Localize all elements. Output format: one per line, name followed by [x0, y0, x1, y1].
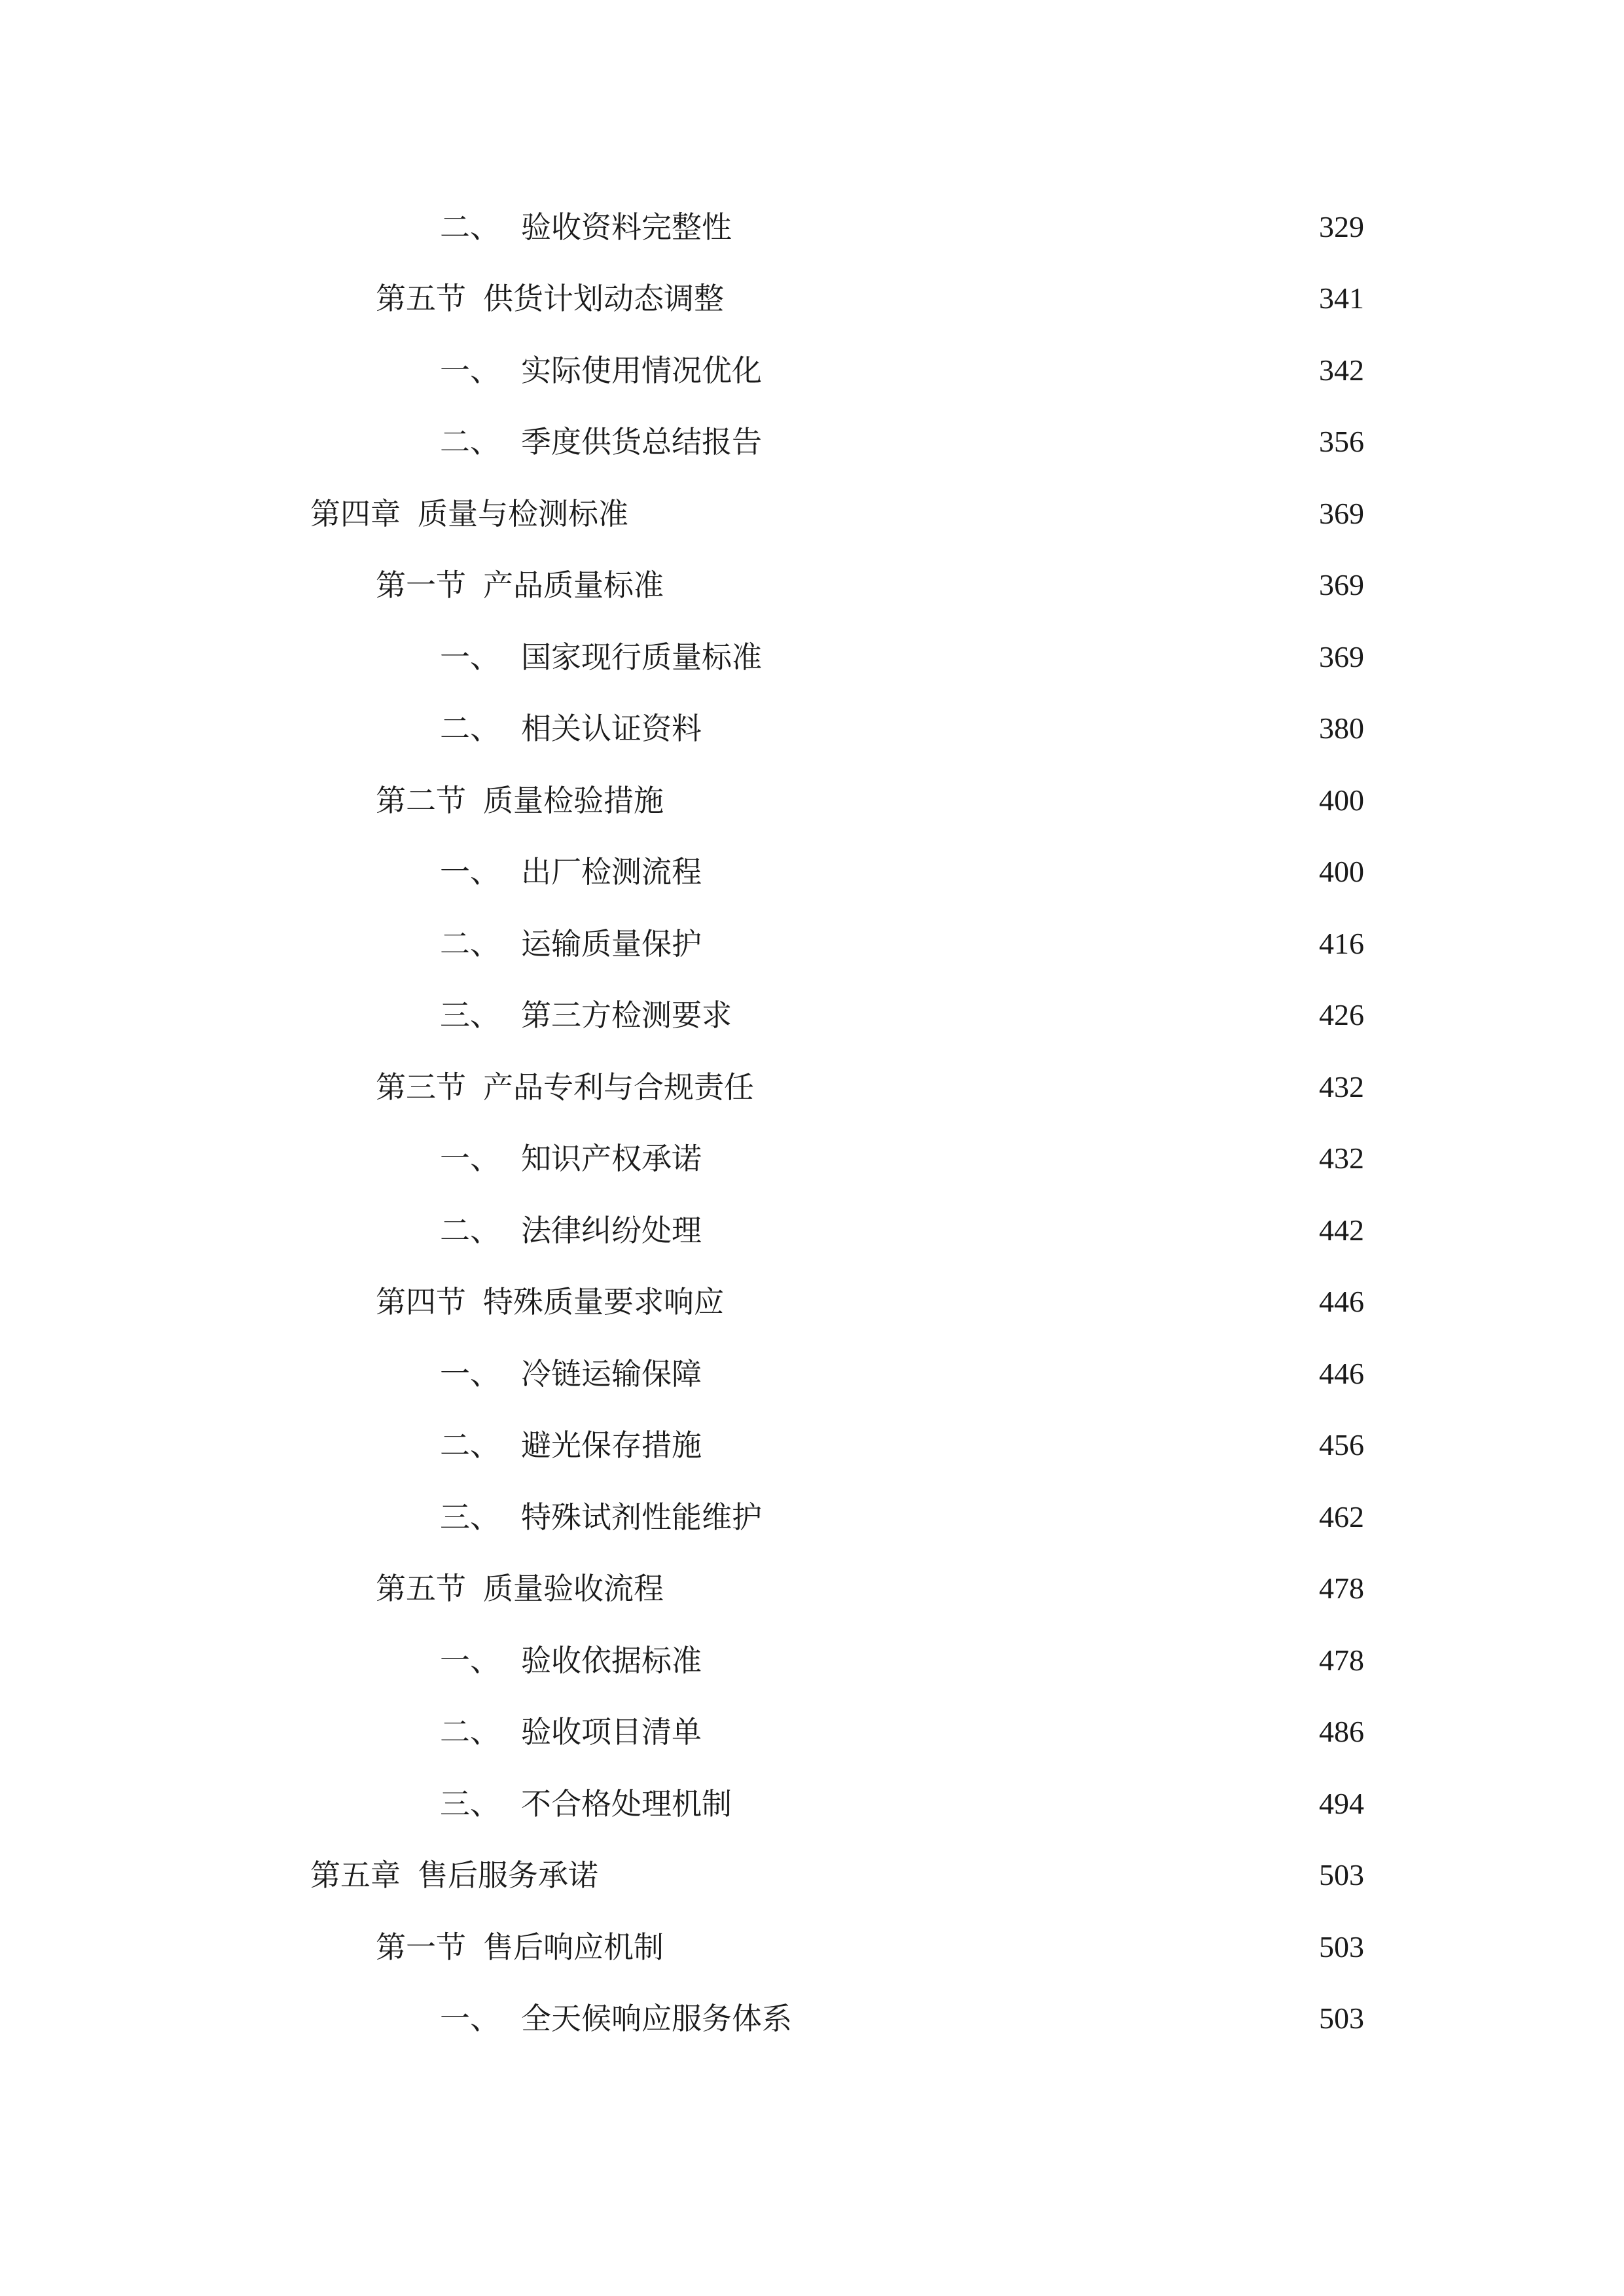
toc-entry-prefix: 三、	[440, 997, 500, 1033]
toc-entry-page-number: 446	[1319, 1285, 1364, 1319]
toc-entry-page-number: 446	[1319, 1356, 1364, 1390]
toc-entry-title: 法律纠纷处理	[521, 1212, 702, 1248]
toc-entry-title: 质量与检测标准	[418, 495, 628, 531]
toc-entry-page-number: 400	[1319, 783, 1364, 817]
toc-entry-prefix: 三、	[440, 1499, 500, 1535]
toc-entry-prefix: 一、	[440, 1141, 500, 1177]
toc-entry-prefix: 一、	[440, 1642, 500, 1678]
toc-entry[interactable]	[0, 836, 1624, 908]
toc-entry-label	[440, 1714, 702, 1750]
toc-entry-prefix: 第四章	[310, 495, 401, 531]
toc-dot-leader	[801, 2003, 1296, 2034]
toc-entry-label	[440, 424, 762, 460]
toc-entry[interactable]	[0, 550, 1624, 622]
toc-entry-label	[440, 711, 702, 747]
toc-entry-page-number: 503	[1319, 1858, 1364, 1892]
toc-entry-label	[440, 209, 732, 245]
toc-entry-prefix: 二、	[440, 209, 500, 245]
toc-dot-leader	[607, 1860, 1296, 1890]
toc-entry-prefix: 第一节	[376, 1929, 466, 1965]
toc-dot-leader	[771, 355, 1296, 386]
toc-entry[interactable]	[0, 1410, 1624, 1482]
table-of-contents	[0, 191, 1624, 2054]
toc-entry[interactable]	[0, 908, 1624, 980]
toc-entry-page-number: 503	[1319, 2001, 1364, 2036]
toc-entry-label	[440, 1355, 702, 1391]
toc-entry-prefix: 二、	[440, 711, 500, 747]
toc-dot-leader	[711, 857, 1296, 887]
toc-entry-title: 特殊试剂性能维护	[521, 1499, 762, 1535]
toc-entry[interactable]	[0, 191, 1624, 263]
toc-dot-leader	[711, 1645, 1296, 1676]
toc-entry-title: 产品专利与合规责任	[483, 1069, 754, 1105]
toc-entry-title: 特殊质量要求响应	[483, 1284, 724, 1320]
toc-entry-title: 避光保存措施	[521, 1427, 702, 1463]
toc-entry-title: 质量验收流程	[483, 1571, 664, 1607]
toc-entry-label	[440, 639, 762, 675]
toc-entry-prefix: 一、	[440, 639, 500, 675]
toc-entry-label	[440, 1785, 732, 1821]
toc-dot-leader	[771, 1502, 1296, 1532]
toc-entry-label	[310, 495, 628, 531]
toc-entry-prefix: 第五章	[310, 1857, 401, 1893]
toc-entry[interactable]	[0, 263, 1624, 335]
toc-entry-page-number: 369	[1319, 568, 1364, 602]
toc-entry-title: 不合格处理机制	[521, 1785, 732, 1821]
toc-entry[interactable]	[0, 764, 1624, 836]
toc-entry-title: 第三方检测要求	[521, 997, 732, 1033]
toc-entry-title: 季度供货总结报告	[521, 424, 762, 460]
toc-entry-label	[376, 1069, 754, 1105]
toc-entry-label	[440, 1427, 702, 1463]
toc-entry-page-number: 369	[1319, 496, 1364, 530]
toc-entry-page-number: 329	[1319, 209, 1364, 243]
toc-entry-prefix: 第五节	[376, 1571, 466, 1607]
toc-entry[interactable]	[0, 1481, 1624, 1553]
toc-entry[interactable]	[0, 1768, 1624, 1840]
toc-entry-prefix: 一、	[440, 1355, 500, 1391]
toc-entry[interactable]	[0, 1840, 1624, 1912]
toc-entry-prefix: 二、	[440, 1212, 500, 1248]
toc-entry-page-number: 442	[1319, 1213, 1364, 1247]
toc-entry-page-number: 494	[1319, 1786, 1364, 1820]
toc-dot-leader	[711, 1143, 1296, 1174]
toc-entry-title: 冷链运输保障	[521, 1355, 702, 1391]
toc-dot-leader	[673, 1573, 1296, 1604]
toc-dot-leader	[741, 212, 1296, 242]
toc-entry-label	[376, 281, 724, 317]
toc-dot-leader	[673, 785, 1296, 816]
toc-entry-page-number: 426	[1319, 998, 1364, 1032]
toc-entry-page-number: 432	[1319, 1141, 1364, 1175]
toc-entry-page-number: 478	[1319, 1571, 1364, 1605]
toc-entry[interactable]	[0, 1338, 1624, 1410]
toc-entry[interactable]	[0, 1624, 1624, 1696]
toc-entry-title: 全天候响应服务体系	[521, 2001, 792, 2037]
toc-entry-title: 运输质量保护	[521, 925, 702, 961]
toc-entry-page-number: 503	[1319, 1929, 1364, 1964]
toc-dot-leader	[673, 1932, 1296, 1962]
toc-entry[interactable]	[0, 1266, 1624, 1338]
toc-entry-label	[376, 567, 664, 603]
toc-entry-prefix: 第五节	[376, 281, 466, 317]
toc-entry-title: 验收资料完整性	[521, 209, 732, 245]
toc-dot-leader	[711, 1359, 1296, 1389]
toc-entry-label	[440, 1642, 702, 1678]
toc-entry-page-number: 400	[1319, 855, 1364, 889]
toc-dot-leader	[741, 1789, 1296, 1819]
toc-dot-leader	[733, 1287, 1296, 1317]
toc-dot-leader	[711, 713, 1296, 744]
toc-entry-prefix: 二、	[440, 1714, 500, 1750]
toc-entry[interactable]	[0, 1983, 1624, 2055]
toc-entry-page-number: 462	[1319, 1499, 1364, 1534]
toc-entry-page-number: 341	[1319, 281, 1364, 315]
toc-entry-prefix: 第二节	[376, 782, 466, 818]
toc-entry-title: 质量检验措施	[483, 782, 664, 818]
toc-dot-leader	[741, 1000, 1296, 1030]
toc-dot-leader	[771, 642, 1296, 672]
toc-entry-label	[376, 782, 664, 818]
toc-entry-label	[440, 352, 762, 388]
toc-entry-label	[310, 1857, 598, 1893]
toc-entry[interactable]	[0, 1553, 1624, 1625]
toc-entry-prefix: 二、	[440, 925, 500, 961]
toc-entry-page-number: 486	[1319, 1715, 1364, 1749]
toc-entry[interactable]	[0, 406, 1624, 478]
toc-entry[interactable]	[0, 1911, 1624, 1983]
toc-entry-label	[376, 1929, 664, 1965]
toc-dot-leader	[638, 499, 1296, 529]
toc-entry-label	[440, 997, 732, 1033]
toc-entry-label	[376, 1284, 724, 1320]
toc-dot-leader	[771, 427, 1296, 457]
toc-entry-label	[376, 1571, 664, 1607]
toc-entry-title: 验收依据标准	[521, 1642, 702, 1678]
toc-dot-leader	[673, 570, 1296, 600]
toc-entry-page-number: 380	[1319, 711, 1364, 745]
toc-entry-prefix: 第一节	[376, 567, 466, 603]
toc-entry-title: 出厂检测流程	[521, 854, 702, 890]
toc-entry-title: 相关认证资料	[521, 711, 702, 747]
toc-entry-prefix: 一、	[440, 854, 500, 890]
toc-entry-page-number: 416	[1319, 926, 1364, 960]
toc-entry[interactable]	[0, 621, 1624, 693]
toc-entry-title: 知识产权承诺	[521, 1141, 702, 1177]
toc-entry-label	[440, 1499, 762, 1535]
toc-entry-label	[440, 1141, 702, 1177]
toc-dot-leader	[711, 929, 1296, 959]
toc-entry-title: 售后服务承诺	[418, 1857, 598, 1893]
toc-entry-title: 售后响应机制	[483, 1929, 664, 1965]
toc-dot-leader	[763, 1072, 1296, 1102]
toc-entry-title: 实际使用情况优化	[521, 352, 762, 388]
toc-entry-label	[440, 925, 702, 961]
toc-entry-prefix: 一、	[440, 352, 500, 388]
toc-entry-title: 产品质量标准	[483, 567, 664, 603]
toc-entry-page-number: 369	[1319, 639, 1364, 673]
toc-entry-title: 供货计划动态调整	[483, 281, 724, 317]
toc-entry-page-number: 356	[1319, 425, 1364, 459]
toc-entry-label	[440, 854, 702, 890]
toc-entry-prefix: 第三节	[376, 1069, 466, 1105]
toc-entry-title: 验收项目清单	[521, 1714, 702, 1750]
toc-entry-label	[440, 1212, 702, 1248]
toc-entry-title: 国家现行质量标准	[521, 639, 762, 675]
toc-entry-page-number: 478	[1319, 1643, 1364, 1677]
toc-dot-leader	[711, 1430, 1296, 1460]
toc-entry-label	[440, 2001, 792, 2037]
toc-entry-prefix: 二、	[440, 1427, 500, 1463]
toc-entry[interactable]	[0, 1123, 1624, 1195]
toc-entry[interactable]	[0, 1696, 1624, 1768]
toc-entry-prefix: 第四节	[376, 1284, 466, 1320]
toc-entry[interactable]	[0, 1051, 1624, 1123]
toc-entry[interactable]	[0, 693, 1624, 765]
toc-entry[interactable]	[0, 1194, 1624, 1266]
toc-dot-leader	[733, 283, 1296, 314]
toc-dot-leader	[711, 1717, 1296, 1747]
toc-entry-page-number: 342	[1319, 353, 1364, 387]
toc-dot-leader	[711, 1215, 1296, 1246]
toc-entry-prefix: 三、	[440, 1785, 500, 1821]
toc-entry-prefix: 一、	[440, 2001, 500, 2037]
toc-entry-page-number: 432	[1319, 1069, 1364, 1103]
toc-entry-prefix: 二、	[440, 424, 500, 460]
toc-entry[interactable]	[0, 980, 1624, 1052]
toc-entry[interactable]	[0, 334, 1624, 406]
toc-entry[interactable]	[0, 478, 1624, 550]
toc-entry-page-number: 456	[1319, 1428, 1364, 1462]
